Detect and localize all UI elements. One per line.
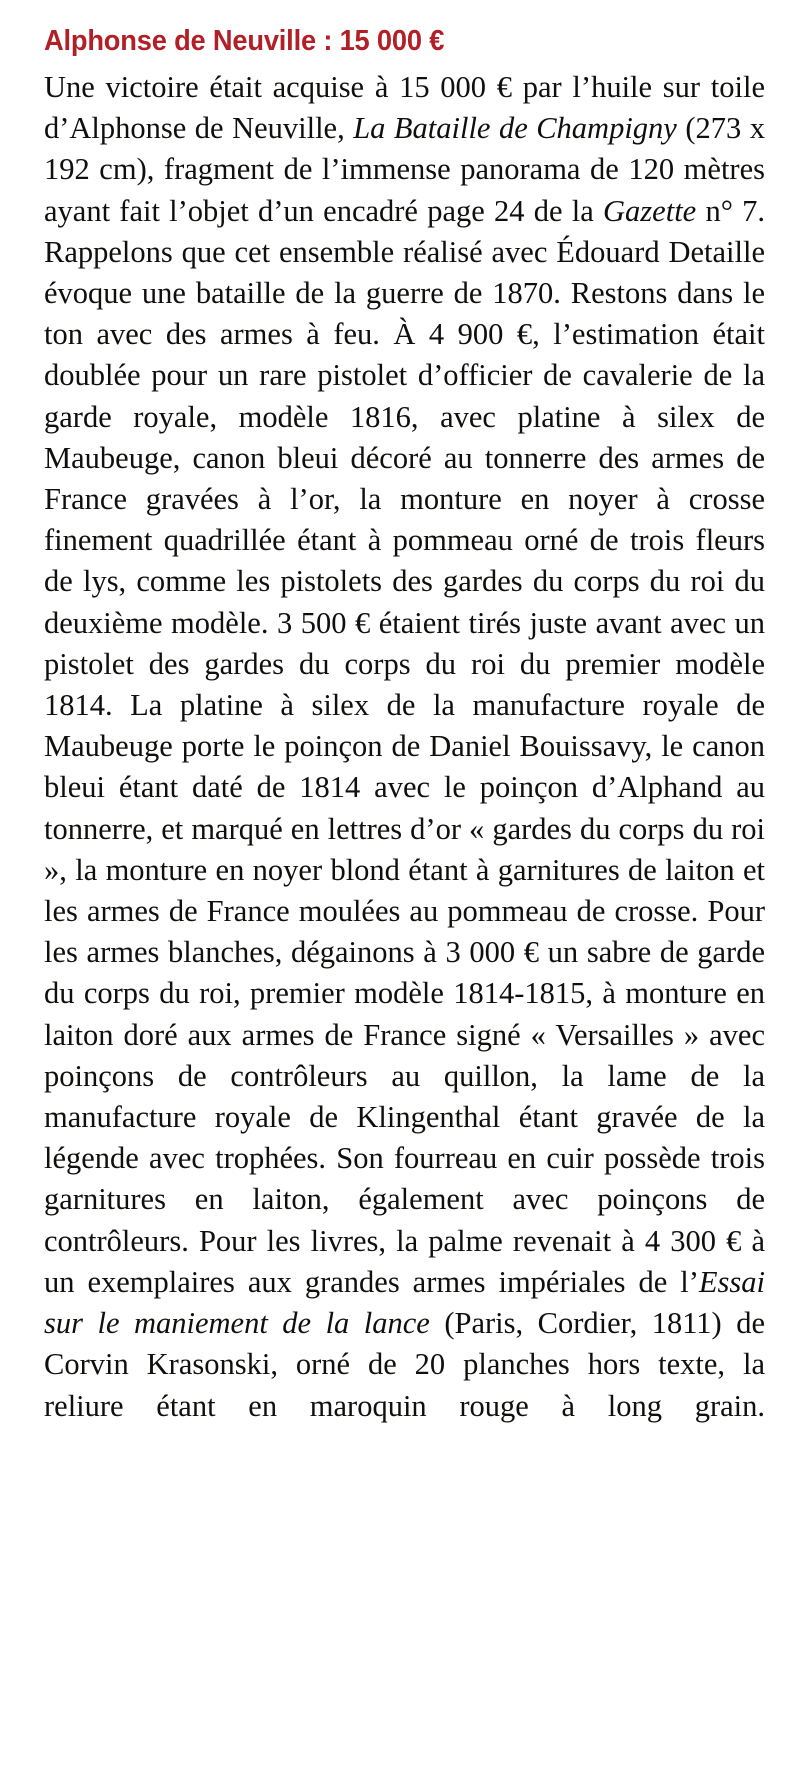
cited-work-title: Essai sur le maniement de la lance [44,1264,765,1341]
body-text-run: (273 x 192 cm), fragment de l’immense panorama de 120 mètres ayant fait l’objet d’un encadré page 24 de la [44,111,765,228]
body-text-run: (Paris, Cordier, 1811) de Corvin Krasonski, orné de 20 planches hors texte, la reliure étant en maroquin rouge à long grain. [44,1306,765,1423]
page-title: Alphonse de Neuville : 15 000 € [44,25,445,57]
cited-work-title: La Bataille de Champigny [353,111,677,146]
body-text-run: n° 7. Rappelons que cet ensemble réalisé avec Édouard Detaille évoque une bataille de la guerre de 1870. Restons dans le ton avec des armes à feu. À 4 900 €, l’estimation était doublée pour un rare pistolet d’officier de cavalerie de la garde royale, modèle 1816, avec platine à silex de Maubeuge, canon bleui décoré au tonnerre des armes de France gravées à l’or, la monture en noyer à crosse finement quadrillée étant à pommeau orné de trois fleurs de lys, comme les pistolets des gardes du corps du roi du deuxième modèle. 3 500 € étaient tirés juste avant avec un pistolet des gardes du corps du roi du premier modèle 1814. La platine à silex de la manufacture royale de Maubeuge porte le poinçon de Daniel Bouissavy, le canon bleui étant daté de 1814 avec le poinçon d’Alphand au tonnerre, et marqué en lettres d’or « gardes du corps du roi », la monture en noyer blond étant à garnitures de laiton et les armes de France moulées au pommeau de crosse. Pour les armes blanches, dégainons à 3 000 € un sabre de garde du corps du roi, premier modèle 1814-1815, à monture en laiton doré aux armes de France signé « Versailles » avec poinçons de contrôleurs au quillon, la lame de la manufacture royale de Klingenthal étant gravée de la légende avec trophées. Son fourreau en cuir possède trois garnitures en laiton, également avec poinçons de contrôleurs. Pour les livres, la palme revenait à 4 300 € à un exemplaires aux grandes armes impériales de l’ [44,193,765,1299]
cited-work-title: Gazette [603,193,697,228]
body-text-run: Une victoire était acquise à 15 000 € par l’huile sur toile d’Alphonse de Neuville, [44,70,765,146]
article-body-text [44,67,765,1468]
